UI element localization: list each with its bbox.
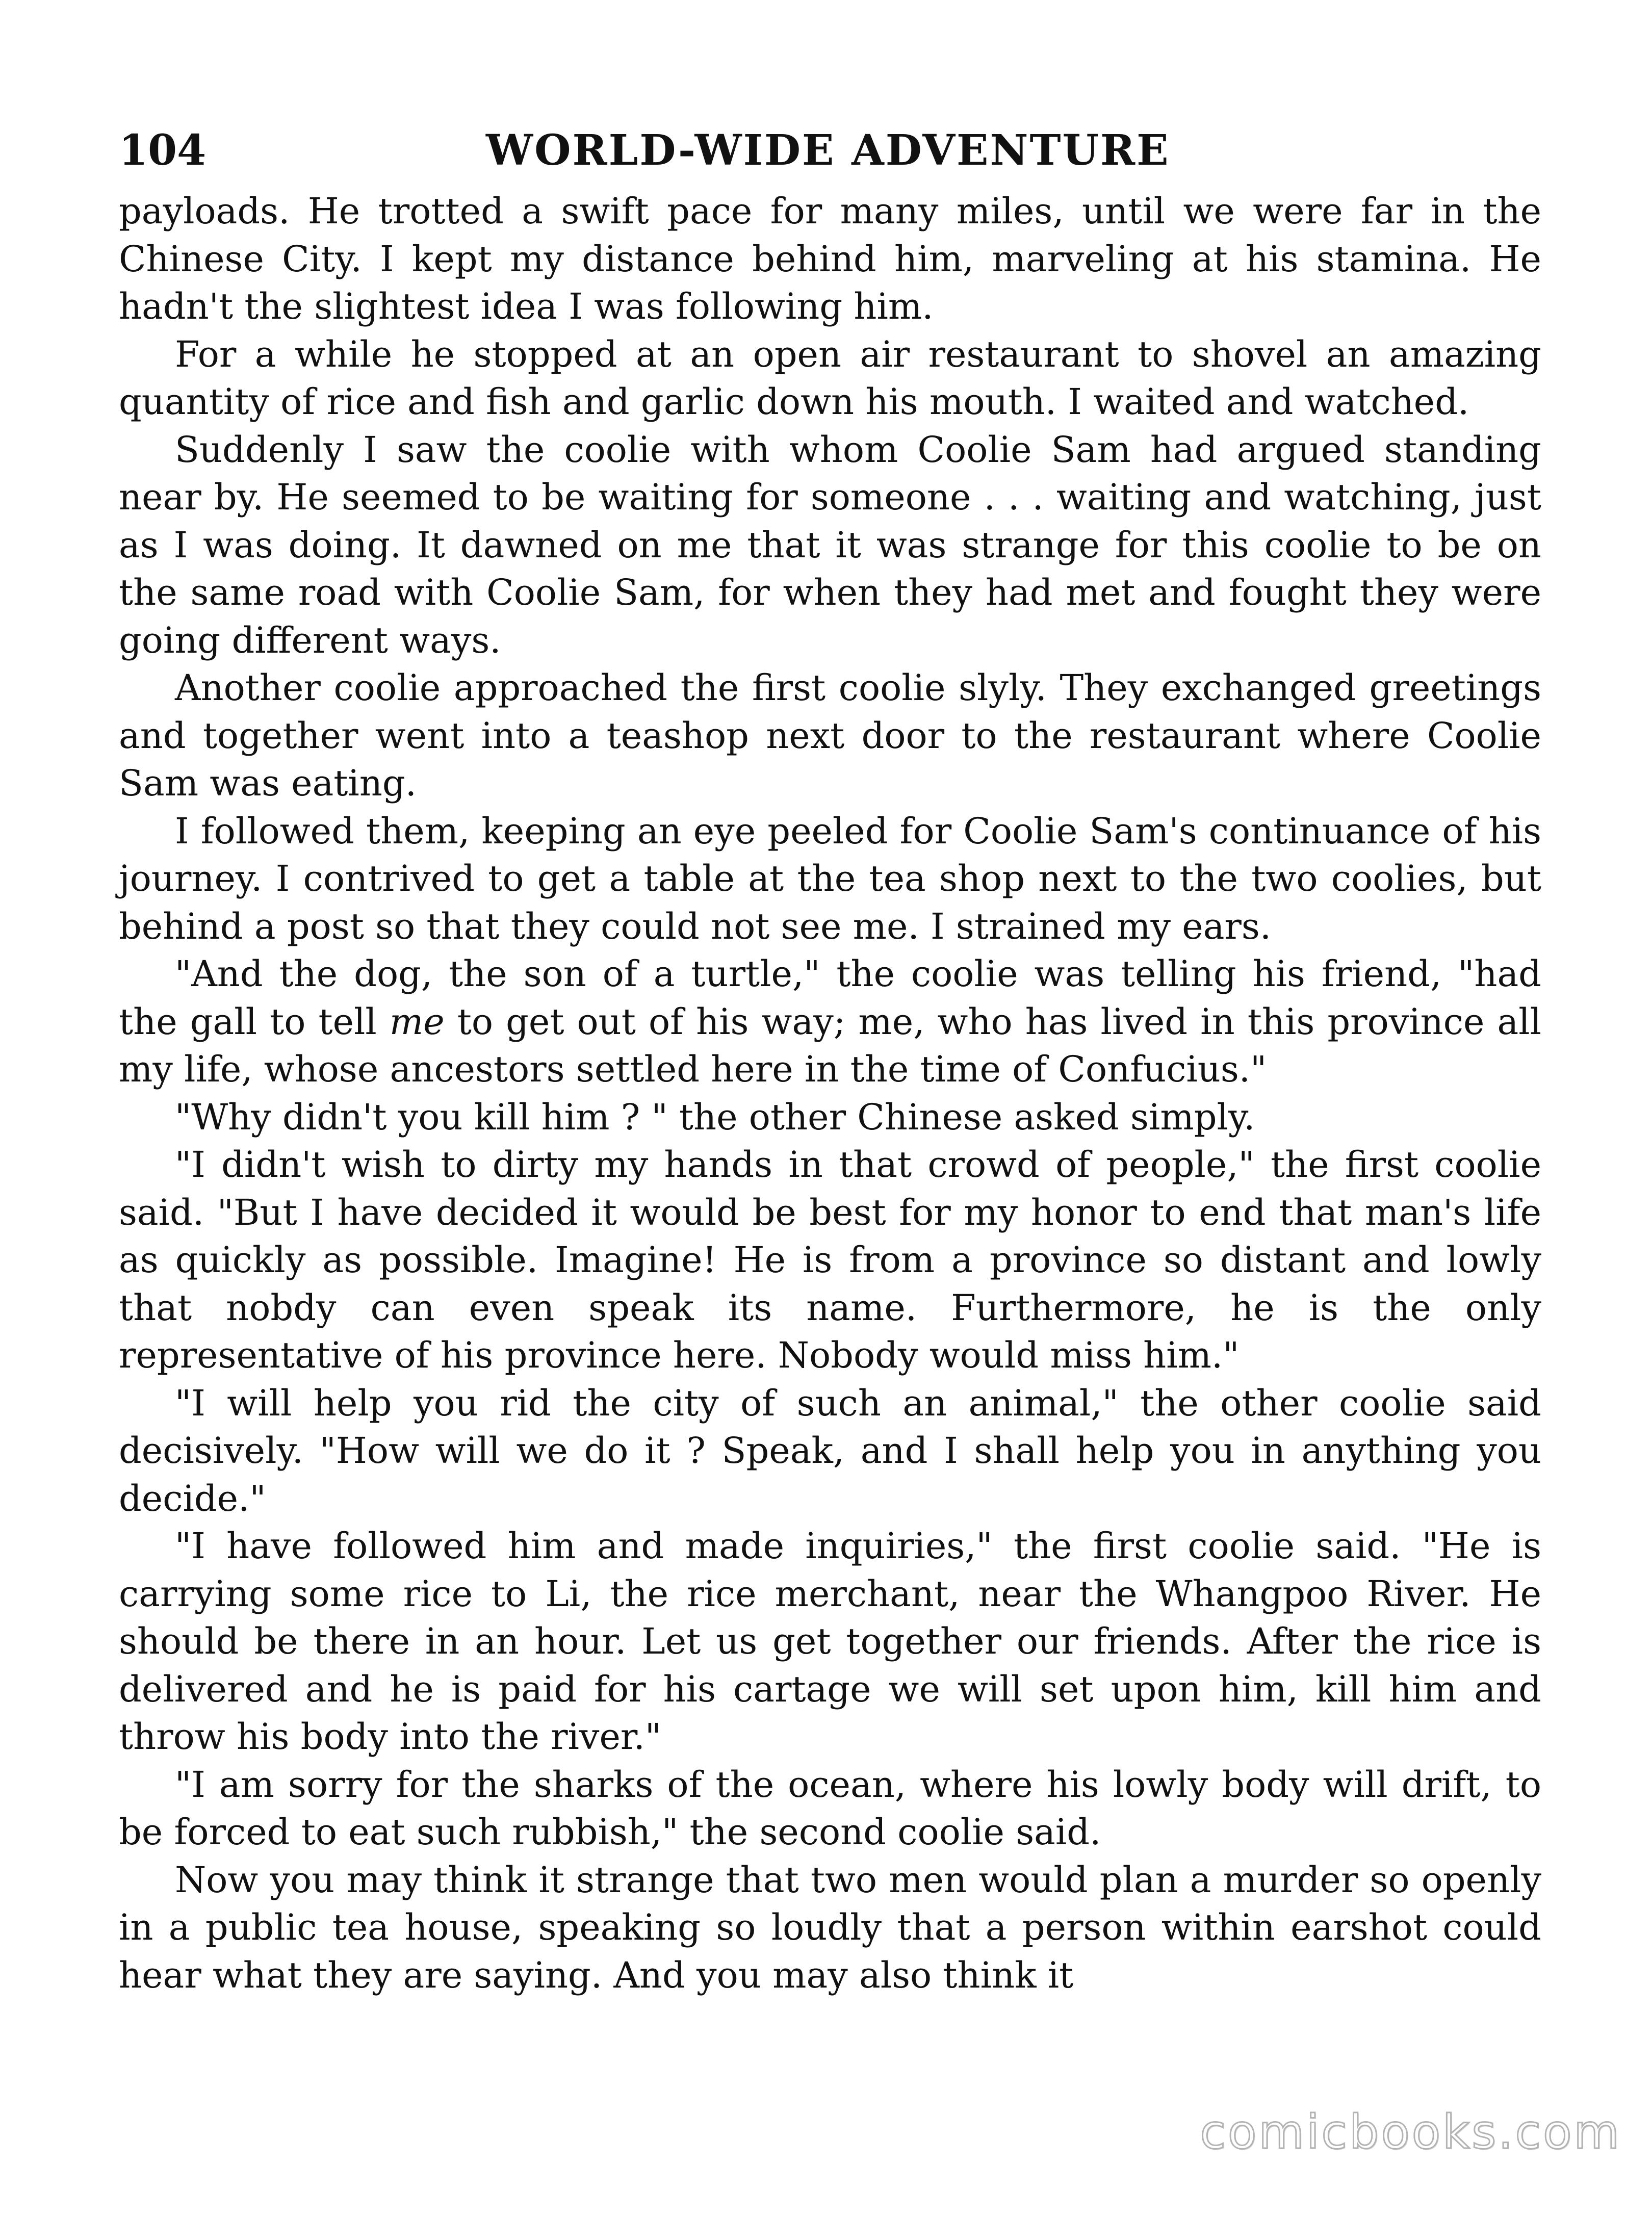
page-body <box>119 188 1541 1999</box>
paragraph-9: "I will help you rid the city of such an animal," the other coolie said decisively. "How will we do it ? Speak, and I shall help you in anything you decide." <box>119 1382 1541 1519</box>
watermark: comicbooks.com <box>1200 2105 1621 2159</box>
paragraph-2: For a while he stopped at an open air restaurant to shovel an amazing quantity of rice and fish and garlic down his mouth. I waited and watched. <box>119 333 1541 423</box>
paragraph-6-start: "And the dog, the son of a turtle," the coolie was telling his friend, "had the gall to tell <box>119 953 1541 1043</box>
emphasis-me: me <box>389 1000 445 1043</box>
paragraph-3: Suddenly I saw the coolie with whom Coolie Sam had argued standing near by. He seemed to be waiting for someone . . . waiting and watching, just as I was doing. It dawned on me that it was strange for this coolie to be on the same road with Coolie Sam, for when they had met and fought they were going different ways. <box>119 428 1541 661</box>
paragraph-11: "I am sorry for the sharks of the ocean, where his lowly body will drift, to be forced to eat such rubbish," the second coolie said. <box>119 1763 1541 1853</box>
paragraph-6-end: to get out of his way; me, who has lived in this province all my life, whose ancestors settled here in the time of Confucius." <box>119 1000 1541 1090</box>
paragraph-5: I followed them, keeping an eye peeled for Coolie Sam's continuance of his journey. I contrived to get a table at the tea shop next to the two coolies, but behind a post so that they could not see me. I strained my ears. <box>119 810 1541 947</box>
page-number: 104 <box>119 126 206 175</box>
paragraph-6 <box>119 950 1541 1094</box>
paragraph-7: "Why didn't you kill him ? " the other Chinese asked simply. <box>175 1096 1255 1138</box>
paragraph-12: Now you may think it strange that two men would plan a murder so openly in a public tea house, speaking so loudly that a person within earshot could hear what they are saying. And you may also think it <box>119 1859 1541 1996</box>
running-title: WORLD-WIDE ADVENTURE <box>486 126 1170 175</box>
paragraph-4: Another coolie approached the first coolie slyly. They exchanged greetings and together went into a teashop next door to the restaurant where Coolie Sam was eating. <box>119 667 1541 804</box>
paragraph-1: payloads. He trotted a swift pace for many miles, until we were far in the Chinese City. I kept my distance behind him, marveling at his stamina. He hadn't the slightest idea I was following him. <box>119 190 1541 327</box>
paragraph-8: "I didn't wish to dirty my hands in that crowd of people," the first coolie said. "But I have decided it would be best for my honor to end that man's life as quickly as possible. Imagine! He is from a province so distant and lowly that nobdy can even speak its name. Furthermore, he is the only representative of his province here. Nobody would miss him." <box>119 1144 1541 1376</box>
paragraph-10: "I have followed him and made inquiries," the first coolie said. "He is carrying some rice to Li, the rice merchant, near the Whangpoo River. He should be there in an hour. Let us get together our friends. After the rice is delivered and he is paid for his cartage we will set upon him, kill him and throw his body into the river." <box>119 1525 1541 1758</box>
page-header <box>119 125 1546 186</box>
